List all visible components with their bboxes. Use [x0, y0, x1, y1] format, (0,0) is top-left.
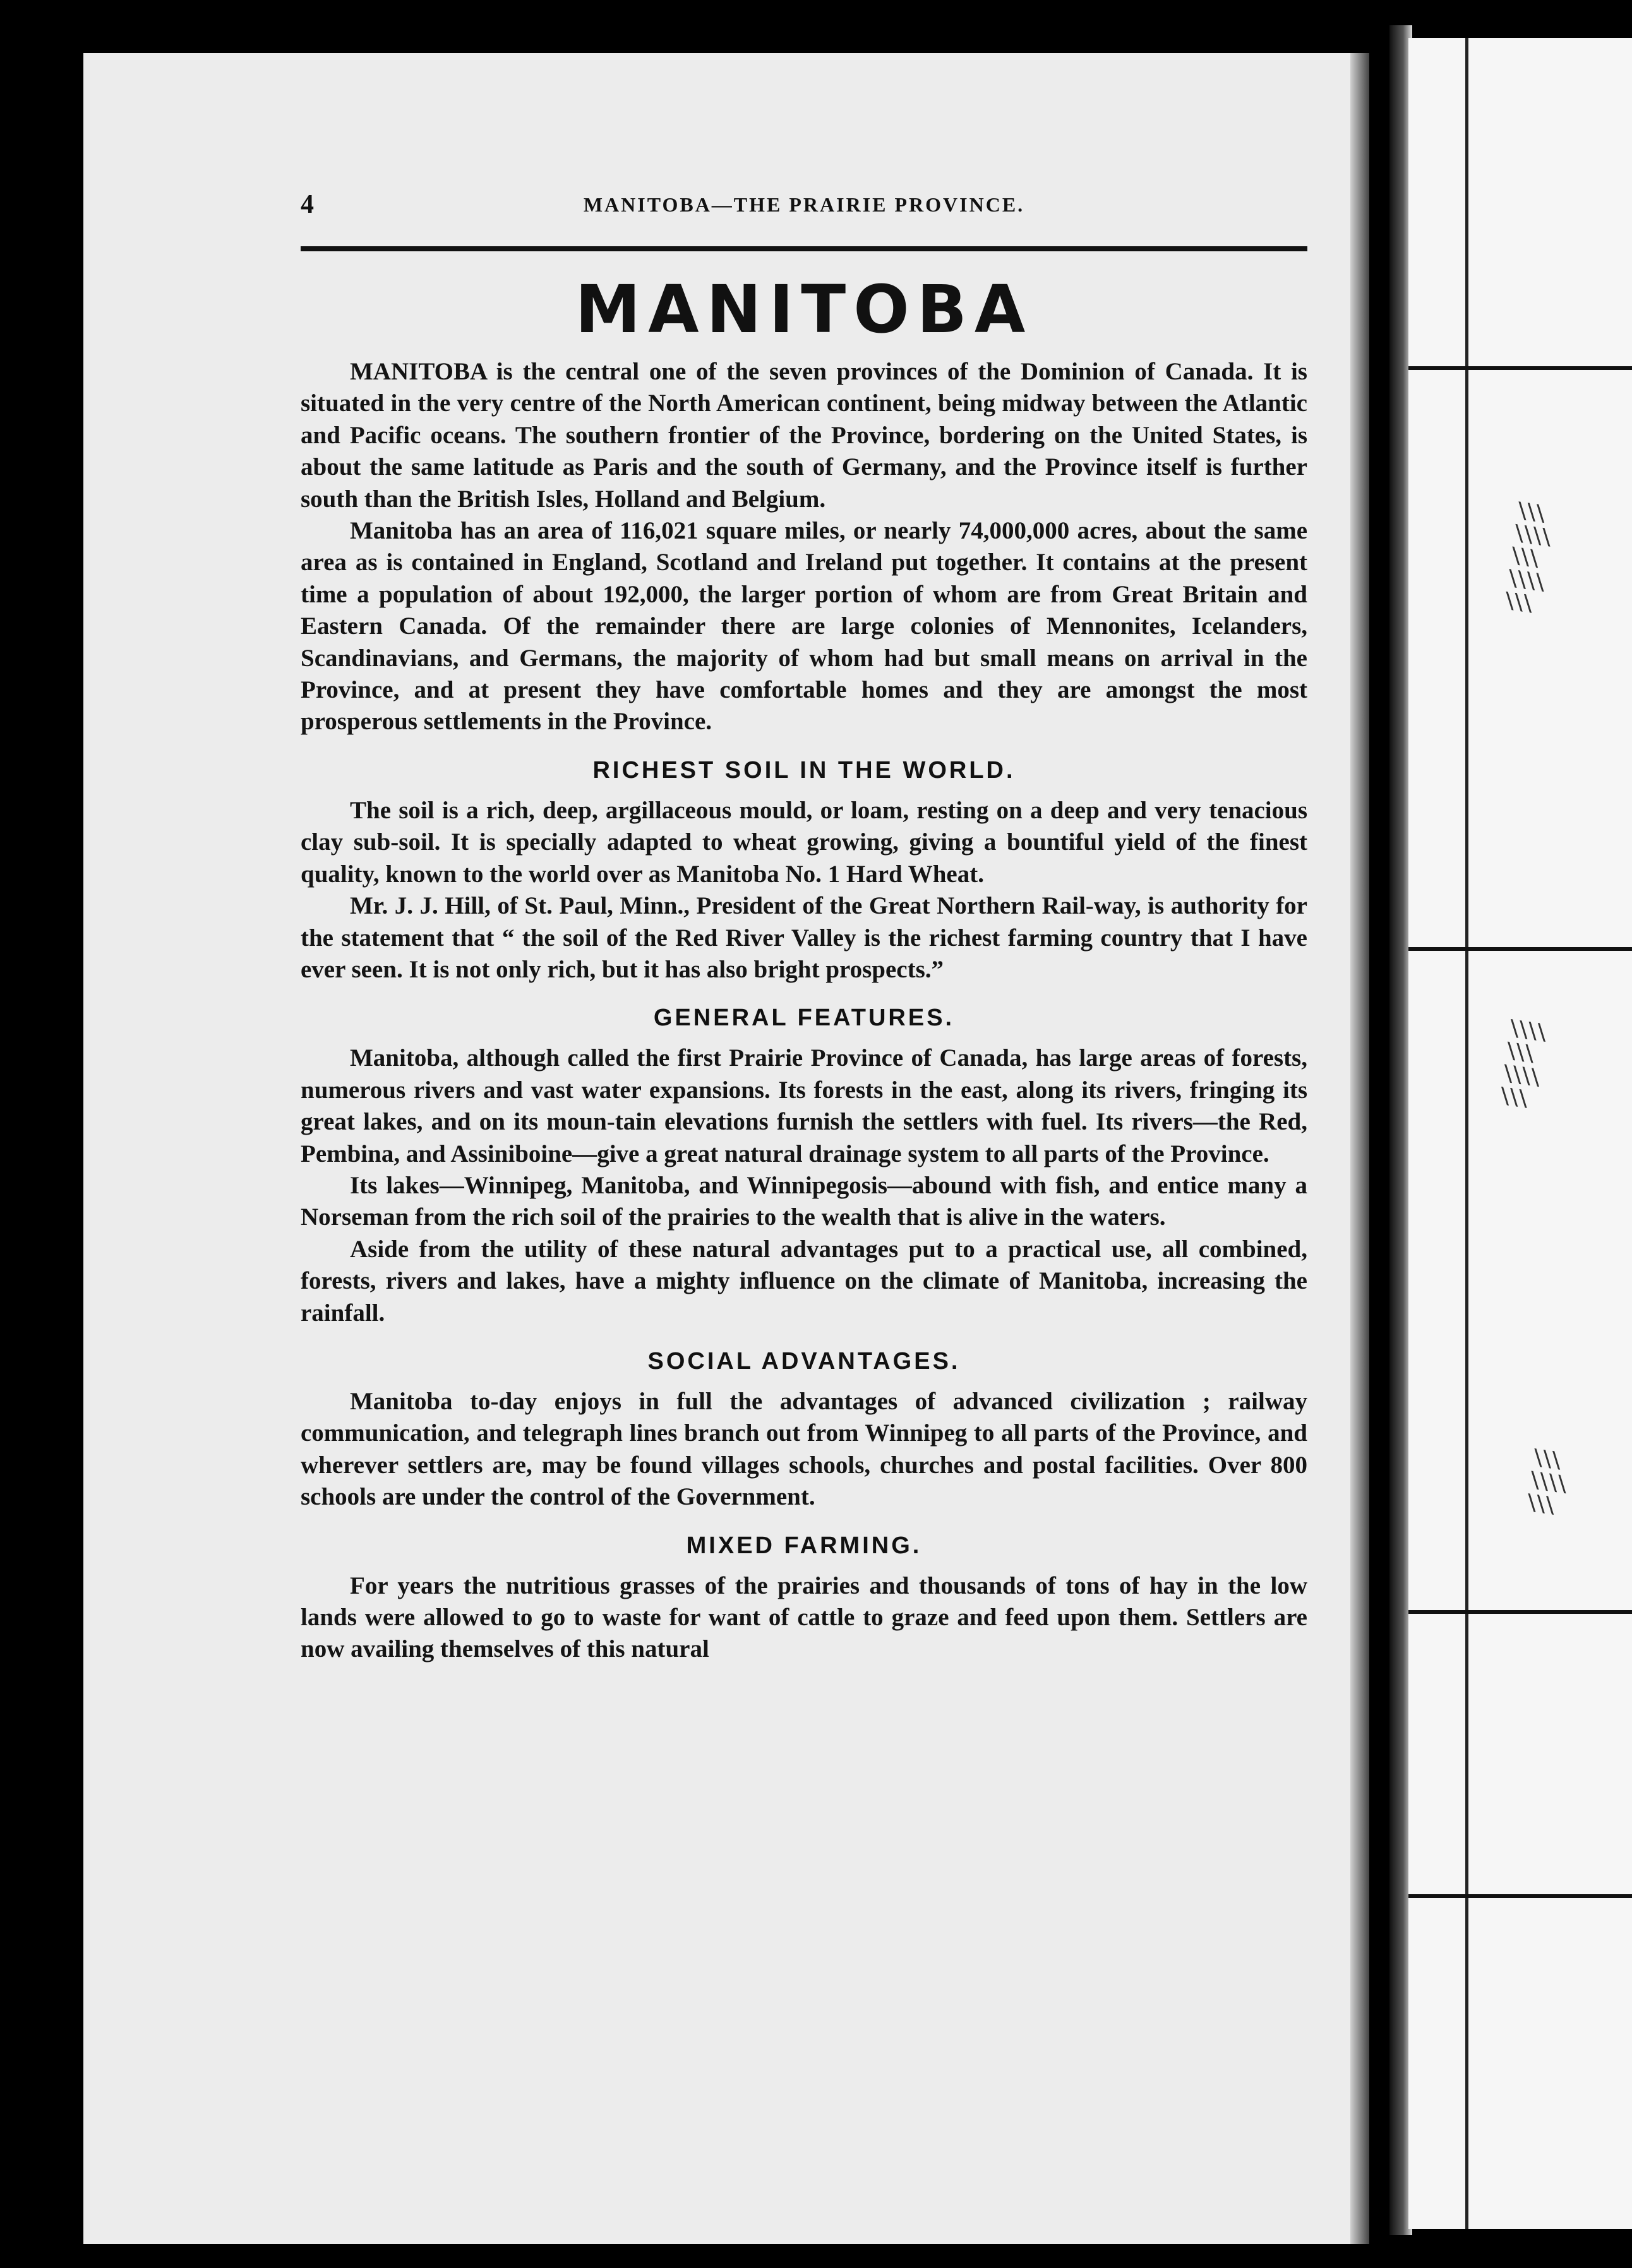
adjacent-page-rule — [1408, 366, 1632, 370]
adjacent-page-rule — [1408, 947, 1632, 951]
adjacent-page-rule — [1408, 1894, 1632, 1898]
section-heading-farming: MIXED FARMING. — [686, 1532, 922, 1559]
social-paragraph-1: Manitoba to-day enjoys in full the advantages of advanced civilization ; railway communication, and telegraph lines branch out from Winnipeg to all parts of the Province, and wherever settlers are, may be found villages schools, churches and postal facilities. Over 800 schools are under the control of the Government. — [301, 1387, 1307, 1511]
illustration-fragment: \\\ \\\\ \\\ \\\\ \\\ — [1501, 497, 1551, 617]
soil-paragraph-2: Mr. J. J. Hill, of St. Paul, Minn., President of the Great Northern Rail-way, is authority for the statement that “ the soil of the Red River Valley is the richest farming country that I have ever seen. It is not only rich, but it has also bright prospects.” — [301, 892, 1307, 983]
page-title: MANITOBA — [575, 271, 1033, 348]
illustration-fragment: \\\ \\\\ \\\ — [1523, 1444, 1567, 1519]
running-head: MANITOBA—THE PRAIRIE PROVINCE. — [583, 193, 1025, 216]
page-gutter-shadow — [1350, 53, 1369, 2244]
header-rule — [301, 246, 1307, 251]
soil-paragraph-1: The soil is a rich, deep, argillaceous mould, or loam, resting on a deep and very tenacious clay sub-soil. It is specially adapted to wheat growing, giving a bountiful yield of the finest quality, known to the world over as Manitoba No. 1 Hard Wheat. — [301, 796, 1307, 888]
intro-paragraph-1: MANITOBA is the central one of the seven provinces of the Dominion of Canada. It is situated in the very centre of the North American continent, being midway between the Atlantic and Pacific oceans. The southern frontier of the Province, bordering on the United States, is about the same latitude as Paris and the south of Germany, and the Province itself is further south than the British Isles, Holland and Belgium. — [301, 358, 1307, 513]
features-paragraph-3: Aside from the utility of these natural advantages put to a practical use, all combined, forests, rivers and lakes, have a mighty influence on the climate of Manitoba, increasing the rainfall. — [301, 1235, 1307, 1327]
adjacent-page-fragment — [1408, 38, 1632, 2229]
illustration-fragment: \\\\ \\\ \\\\ \\\ — [1497, 1015, 1547, 1112]
intro-paragraph-2: Manitoba has an area of 116,021 square miles, or nearly 74,000,000 acres, about the same area as is contained in England, Scotland and Ireland put together. It contains at the present time a population of about 192,000, the larger portion of whom are from Great Britain and Eastern Canada. Of the remainder there are large colonies of Mennonites, Icelanders, Scandinavians, and Germans, the majority of whom had but small means on arrival in the Province, and at present they have comfortable homes and they are amongst the most prosperous settlements in the Province. — [301, 517, 1307, 736]
adjacent-page-rule — [1408, 1610, 1632, 1614]
features-paragraph-1: Manitoba, although called the first Prairie Province of Canada, has large areas of forests, numerous rivers and vast water expansions. Its forests in the east, along its rivers, fringing its great lakes, and on its moun-tain elevations furnish the settlers with fuel. Its rivers—the Red, Pembina, and Assiniboine—give a great natural drainage system to all parts of the Province. — [301, 1044, 1307, 1167]
farming-paragraph-1: For years the nutritious grasses of the prairies and thousands of tons of hay in the low lands were allowed to go to waste for want of cattle to graze and feed upon them. Settlers are now availing themselves of this natural — [301, 1572, 1307, 1663]
page-body — [301, 272, 1307, 1666]
page-header — [301, 189, 1307, 227]
section-heading-social: SOCIAL ADVANTAGES. — [647, 1347, 961, 1375]
section-heading-features: GENERAL FEATURES. — [653, 1005, 955, 1032]
section-heading-soil: RICHEST SOIL IN THE WORLD. — [592, 756, 1016, 784]
features-paragraph-2: Its lakes—Winnipeg, Manitoba, and Winnipegosis—abound with fish, and entice many a Norseman from the rich soil of the prairies to the wealth that is alive in the waters. — [301, 1171, 1307, 1231]
page-number: 4 — [301, 190, 314, 219]
